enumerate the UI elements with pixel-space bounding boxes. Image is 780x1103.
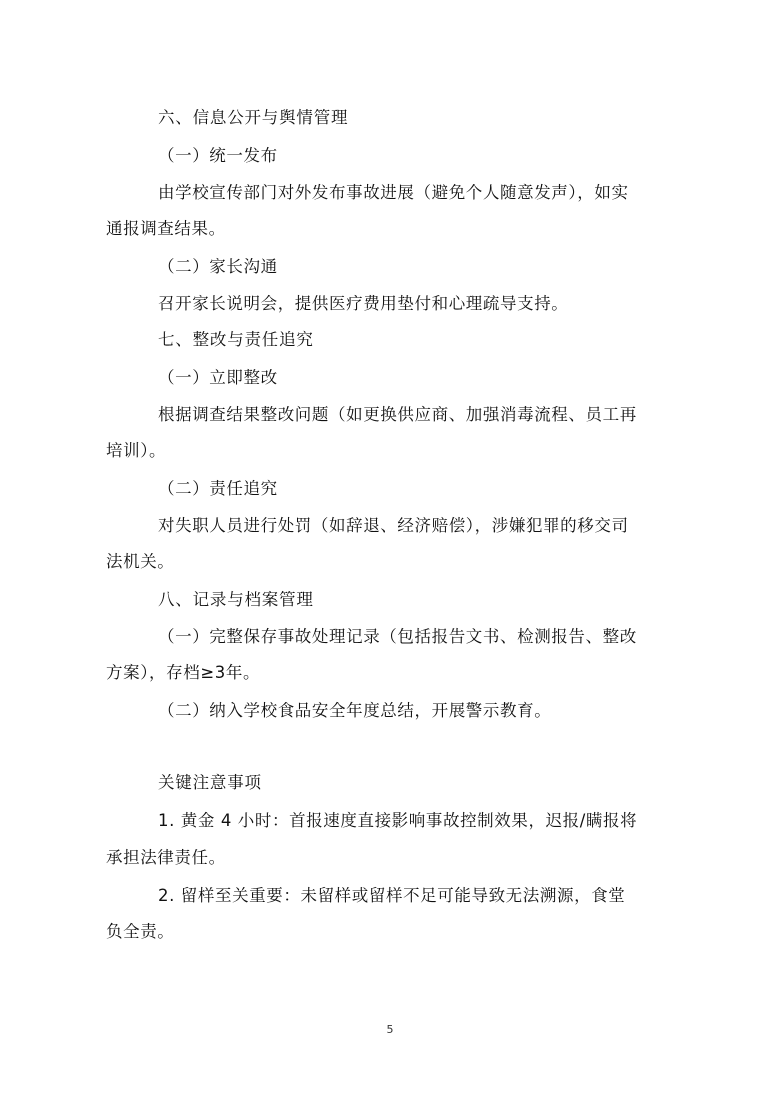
subsection-heading: （二）责任追究 bbox=[158, 479, 278, 498]
paragraph-line: 根据调查结果整改问题（如更换供应商、加强消毒流程、员工再 bbox=[158, 405, 637, 424]
paragraph-line: 培训）。 bbox=[106, 441, 167, 460]
subsection-heading: （二）家长沟通 bbox=[158, 257, 278, 276]
section-heading-eight: 八、记录与档案管理 bbox=[158, 590, 314, 609]
key-notes-heading: 关键注意事项 bbox=[158, 773, 262, 792]
subsection-heading: （一）立即整改 bbox=[158, 368, 278, 387]
paragraph-line: 由学校宣传部门对外发布事故进展（避免个人随意发声），如实 bbox=[158, 183, 629, 202]
list-item-continuation: 承担法律责任。 bbox=[106, 848, 226, 867]
list-item: 2. 留样至关重要：未留样或留样不足可能导致无法溯源，食堂 bbox=[158, 886, 626, 905]
paragraph-line: 法机关。 bbox=[106, 552, 175, 571]
paragraph-line: （二）纳入学校食品安全年度总结，开展警示教育。 bbox=[158, 701, 552, 720]
paragraph-line: 方案），存档≥3年。 bbox=[106, 663, 261, 682]
subsection-heading: （一）统一发布 bbox=[158, 146, 278, 165]
paragraph-line: （一）完整保存事故处理记录（包括报告文书、检测报告、整改 bbox=[158, 627, 637, 646]
section-heading-seven: 七、整改与责任追究 bbox=[158, 330, 314, 349]
page-number: 5 bbox=[386, 1023, 394, 1036]
paragraph-line: 召开家长说明会，提供医疗费用垫付和心理疏导支持。 bbox=[158, 294, 569, 313]
paragraph-line: 通报调查结果。 bbox=[106, 219, 226, 238]
list-item-continuation: 负全责。 bbox=[106, 922, 175, 941]
paragraph-line: 对失职人员进行处罚（如辞退、经济赔偿），涉嫌犯罪的移交司 bbox=[158, 516, 629, 535]
list-item: 1. 黄金 4 小时：首报速度直接影响事故控制效果，迟报/瞒报将 bbox=[158, 811, 638, 830]
section-heading-six: 六、信息公开与舆情管理 bbox=[158, 108, 349, 127]
